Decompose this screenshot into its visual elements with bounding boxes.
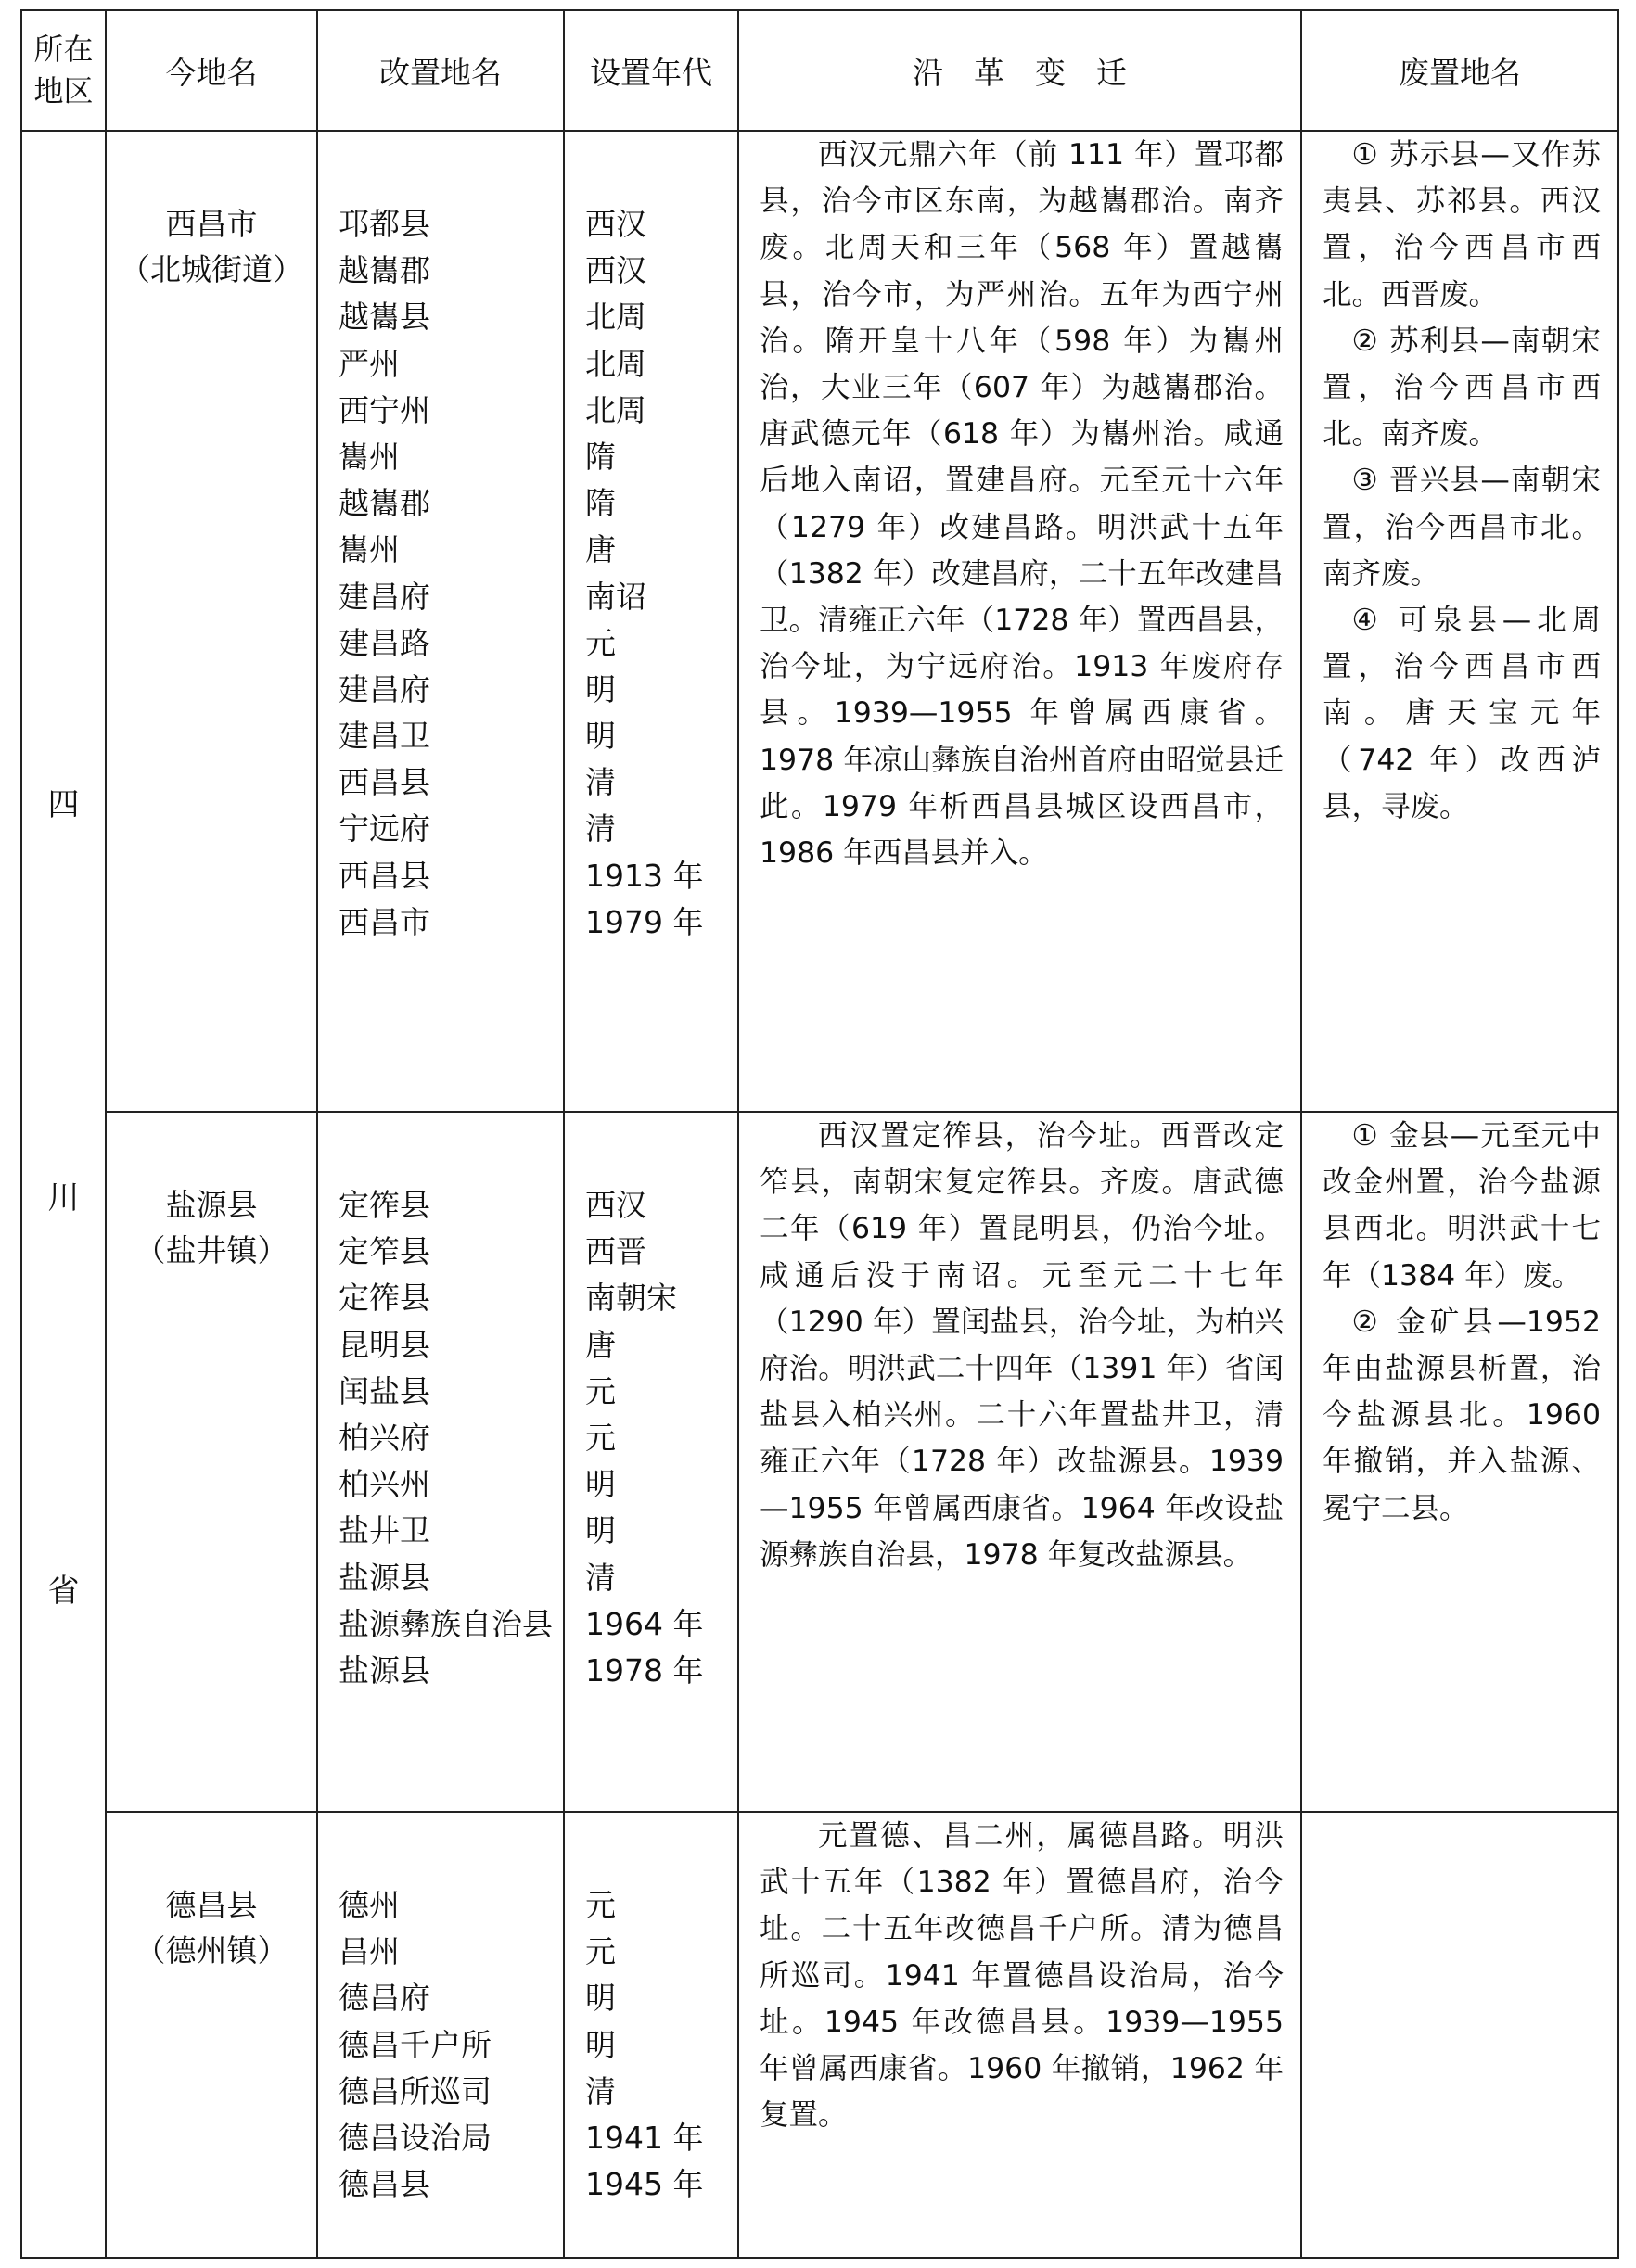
abolished-entry: ② 苏利县—南朝宋置，治今西昌市西北。南齐废。	[1323, 324, 1601, 452]
history-text: 元置德、昌二州，属德昌路。明洪武十五年（1382 年）置德昌府，治今址。二十五年改德昌千户所。清为德昌所巡司。1941 年置德昌设治局，治今址。1945 年改德昌县。1939—1955 年曾属西康省。1960 年撤销，1962 年复置。	[760, 1819, 1284, 2133]
header-abolished: 废置地名	[1301, 10, 1618, 131]
place-name: 德昌所巡司	[339, 2072, 492, 2109]
year-cell	[564, 131, 738, 1112]
abolished-entry: ① 金县—元至元中改金州置，治今盐源县西北。明洪武十七年（1384 年）废。	[1323, 1119, 1601, 1293]
table-header-row	[21, 10, 1618, 131]
region-cell	[21, 131, 106, 2258]
year: 清	[585, 764, 616, 801]
year: 明	[585, 1466, 616, 1503]
history-text: 西汉元鼎六年（前 111 年）置邛都县，治今市区东南，为越巂郡治。南齐废。北周天和三年（568 年）置越巂县，治今市，为严州治。五年为西宁州治。隋开皇十八年（598 年）为巂州治，大业三年（607 年）为越巂郡治。唐武德元年（618 年）为巂州治。咸通后地入南诏，置建昌府。元至元十六年（1279 年）改建昌路。明洪武十五年（1382 年）改建昌府，二十五年改建昌卫。清雍正六年（1728 年）置西昌县，治今址，为宁远府治。1913 年废府存县。1939—1955 年曾属西康省。1978 年凉山彝族自治州首府由昭觉县迁此。1979 年析西昌县城区设西昌市，1986 年西昌县并入。	[760, 138, 1284, 871]
place-name: 闰盐县	[339, 1372, 430, 1409]
place-name: 昆明县	[339, 1326, 430, 1363]
year: 南诏	[585, 578, 646, 615]
place-name: 越巂县	[339, 299, 430, 336]
abolished-entry: ③ 晋兴县—南朝宋置，治今西昌市北。南齐废。	[1323, 464, 1601, 591]
history-cell	[738, 131, 1301, 1112]
place-name: 邛都县	[339, 206, 430, 242]
year: 西晋	[585, 1233, 646, 1270]
place-name: 严州	[339, 345, 400, 382]
year: 明	[585, 670, 616, 707]
header-region	[21, 10, 106, 131]
place-name: 西昌市	[339, 903, 430, 940]
place-name: 德昌府	[339, 1980, 430, 2017]
renamed-cell	[317, 1812, 564, 2258]
year: 元	[585, 624, 616, 661]
place-name: 西昌县	[339, 764, 430, 801]
year: 北周	[585, 299, 646, 336]
place-name: 西宁州	[339, 391, 430, 428]
place-name: 越巂郡	[339, 252, 430, 289]
place-name: 盐井卫	[339, 1512, 430, 1549]
modern-name-cell	[106, 1112, 317, 1812]
place-name: 建昌卫	[339, 718, 430, 755]
header-year: 设置年代	[564, 10, 738, 131]
abolished-entry: ② 金矿县—1952 年由盐源县析置，治今盐源县北。1960 年撤销，并入盐源、冕宁二县。	[1323, 1305, 1601, 1525]
table-row	[21, 1112, 1618, 1812]
region-char: 川	[47, 1179, 80, 1217]
place-name: 建昌府	[339, 670, 430, 707]
history-cell	[738, 1112, 1301, 1812]
seat: （盐井镇）	[134, 1232, 288, 1268]
year: 1964 年	[585, 1605, 704, 1642]
header-modern-name: 今地名	[106, 10, 317, 131]
place-name: 西昌县	[339, 857, 430, 894]
year: 明	[585, 718, 616, 755]
place-name: 定筰县	[339, 1187, 430, 1223]
abolished-entry: ④ 可泉县—北周置，治今西昌市西南。唐天宝元年（742 年）改西泸县，寻废。	[1323, 604, 1601, 823]
year-cell	[564, 1112, 738, 1812]
place-name-table	[20, 9, 1619, 2259]
seat: （德州镇）	[134, 1932, 288, 1969]
modern-name: 西昌市	[165, 206, 258, 242]
year: 北周	[585, 391, 646, 428]
year: 唐	[585, 1326, 616, 1363]
place-name: 定筰县	[339, 1280, 430, 1317]
year: 隋	[585, 485, 616, 522]
year: 明	[585, 1512, 616, 1549]
table-row	[21, 131, 1618, 1112]
seat: （北城街道）	[120, 251, 303, 287]
place-name: 巂州	[339, 531, 400, 568]
year: 元	[585, 1933, 616, 1970]
place-name: 德昌千户所	[339, 2026, 492, 2063]
year: 元	[585, 1372, 616, 1409]
header-region-line2: 地区	[33, 73, 94, 108]
year: 明	[585, 2026, 616, 2063]
header-region-line1: 所在	[33, 32, 94, 67]
year: 1978 年	[585, 1651, 704, 1688]
modern-name: 盐源县	[165, 1187, 258, 1223]
place-name: 建昌路	[339, 624, 430, 661]
renamed-cell	[317, 131, 564, 1112]
place-name: 越巂郡	[339, 485, 430, 522]
region-char: 省	[47, 1572, 80, 1610]
place-name: 柏兴州	[339, 1466, 430, 1503]
modern-name: 德昌县	[165, 1887, 258, 1923]
year: 清	[585, 1559, 616, 1596]
history-cell	[738, 1812, 1301, 2258]
place-name: 盐源县	[339, 1559, 430, 1596]
year: 唐	[585, 531, 616, 568]
header-renamed: 改置地名	[317, 10, 564, 131]
place-name: 德昌县	[339, 2166, 430, 2203]
modern-name-cell	[106, 1812, 317, 2258]
year: 元	[585, 1419, 616, 1456]
year: 清	[585, 2072, 616, 2109]
place-name: 宁远府	[339, 810, 430, 847]
year: 清	[585, 810, 616, 847]
year: 1913 年	[585, 857, 704, 894]
abolished-cell	[1301, 1112, 1618, 1812]
abolished-cell	[1301, 1812, 1618, 2258]
region-char: 四	[47, 785, 80, 823]
year: 明	[585, 1980, 616, 2017]
year: 1941 年	[585, 2119, 704, 2156]
year: 西汉	[585, 252, 646, 289]
table-row	[21, 1812, 1618, 2258]
history-text: 西汉置定筰县，治今址。西晋改定笮县，南朝宋复定筰县。齐废。唐武德二年（619 年）置昆明县，仍治今址。咸通后没于南诏。元至元二十七年（1290 年）置闰盐县，治今址，为柏兴府治。明洪武二十四年（1391 年）省闰盐县入柏兴州。二十六年置盐井卫，清雍正六年（1728 年）改盐源县。1939—1955 年曾属西康省。1964 年改设盐源彝族自治县，1978 年复改盐源县。	[760, 1119, 1284, 1572]
place-name: 定笮县	[339, 1233, 430, 1270]
year: 西汉	[585, 206, 646, 242]
renamed-cell	[317, 1112, 564, 1812]
place-name: 德州	[339, 1887, 400, 1923]
place-name: 昌州	[339, 1933, 400, 1970]
abolished-cell	[1301, 131, 1618, 1112]
year: 1945 年	[585, 2166, 704, 2203]
place-name: 盐源彝族自治县	[339, 1605, 553, 1642]
year: 1979 年	[585, 903, 704, 940]
place-name: 盐源县	[339, 1651, 430, 1688]
year: 隋	[585, 438, 616, 475]
place-name: 巂州	[339, 438, 400, 475]
year: 南朝宋	[585, 1280, 677, 1317]
place-name: 德昌设治局	[339, 2119, 492, 2156]
year: 西汉	[585, 1187, 646, 1223]
modern-name-cell	[106, 131, 317, 1112]
abolished-entry: ① 苏示县—又作苏夷县、苏祁县。西汉置，治今西昌市西北。西晋废。	[1323, 138, 1601, 312]
place-name: 建昌府	[339, 578, 430, 615]
year-cell	[564, 1812, 738, 2258]
year: 北周	[585, 345, 646, 382]
header-history: 沿 革 变 迁	[738, 10, 1301, 131]
place-name: 柏兴府	[339, 1419, 430, 1456]
year: 元	[585, 1887, 616, 1923]
